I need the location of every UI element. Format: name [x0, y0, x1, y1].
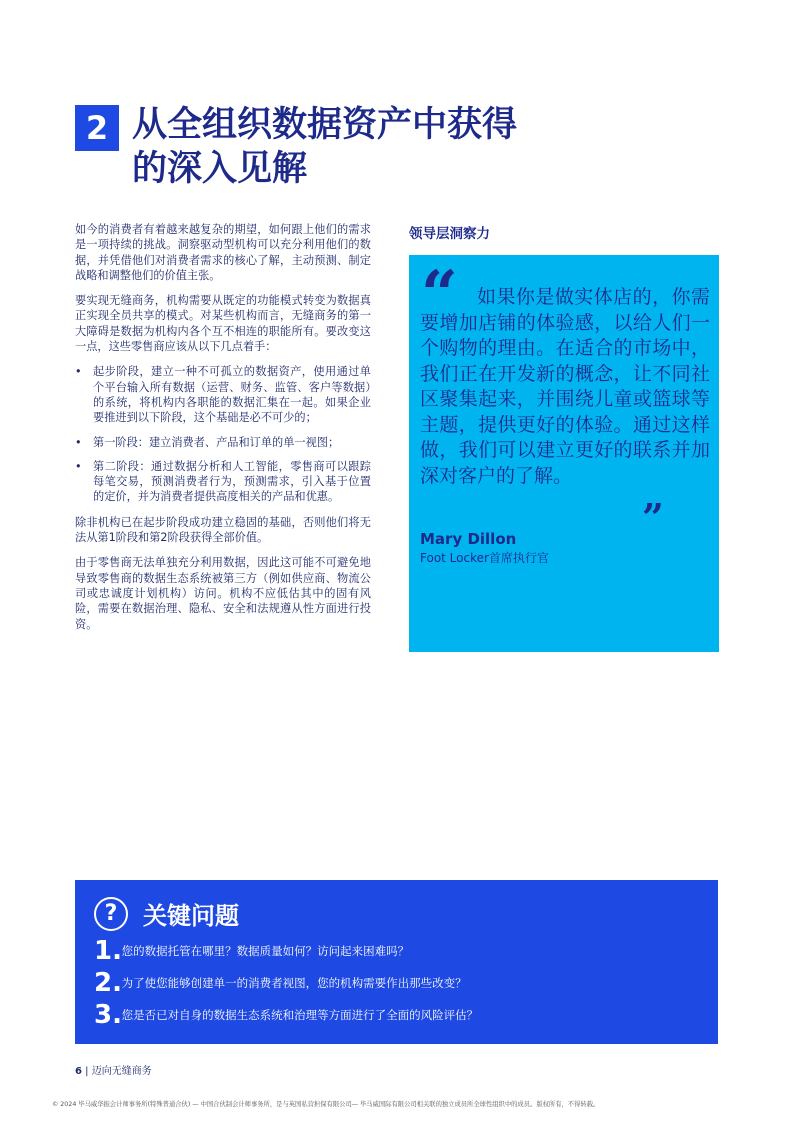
key-question-number: 2.	[94, 968, 122, 998]
close-quote-icon: ”	[642, 495, 664, 540]
bullet-marker: •	[75, 459, 82, 473]
body-paragraph-3: 除非机构已在起步阶段成功建立稳固的基础，否则他们将无法从第1阶段和第2阶段获得全部价值。	[75, 515, 371, 545]
body-paragraph-2: 要实现无缝商务，机构需要从既定的功能模式转变为数据真正实现全员共享的模式。对某些机构而言，无缝商务的第一大障碍是数据为机构内各个互不相连的职能所有。要改变这一点，这些零售商应该从以下几点着手：	[75, 294, 371, 354]
key-question-text: 您是否已对自身的数据生态系统和治理等方面进行了全面的风险评估？	[121, 1008, 479, 1022]
key-questions-box	[75, 880, 718, 1044]
quote-text: 如果你是做实体店的，你需要增加店铺的体验感，以给人们一个购物的理由。在适合的市场中，我们正在开发新的概念，让不同社区聚集起来，并围绕儿童或篮球等主题，提供更好的体验。通过这样做，我们可以建立更好的联系并加深对客户的了解。	[420, 286, 710, 487]
page-footer	[75, 1062, 152, 1077]
key-question-text: 为了使您能够创建单一的消费者视图，您的机构需要作出那些改变？	[121, 976, 467, 990]
key-question-item	[94, 936, 409, 966]
open-quote-icon: “	[421, 257, 458, 332]
section-title	[132, 103, 592, 191]
key-question-item	[94, 968, 467, 998]
section-title-line1: 从全组织数据资产中获得	[132, 105, 518, 145]
body-column	[75, 222, 371, 642]
page-number: 6	[75, 1066, 82, 1077]
key-question-number: 1.	[94, 936, 122, 966]
bullet-text: 第一阶段：建立消费者、产品和订单的单一视图；	[93, 435, 340, 449]
phase-bullet-list	[75, 364, 371, 504]
section-title-line2: 的深入见解	[132, 149, 308, 189]
key-question-item	[94, 1000, 478, 1030]
question-icon: ?	[94, 897, 128, 931]
quote-author: Mary Dillon	[420, 530, 517, 548]
document-title: 迈向无缝商务	[91, 1066, 152, 1077]
bullet-item	[75, 364, 371, 425]
section-number-badge: 2	[75, 105, 119, 151]
bullet-item	[75, 459, 371, 505]
bullet-text: 起步阶段，建立一种不可孤立的数据资产，使用通过单个平台输入所有数据（运营、财务、监管、客户等数据）的系统，将机构内各职能的数据汇集在一起。如果企业要推进到以下阶段，这个基础是必不可少的；	[93, 365, 371, 425]
bullet-marker: •	[75, 435, 82, 449]
bullet-item	[75, 435, 371, 450]
key-question-number: 3.	[94, 1000, 122, 1030]
body-paragraph-4: 由于零售商无法单独充分利用数据，因此这可能不可避免地导致零售商的数据生态系统被第三方（例如供应商、物流公司或忠诚度计划机构）访问。机构不应低估其中的固有风险，需要在数据治理、隐私、安全和法规遵从性方面进行投资。	[75, 556, 371, 631]
bullet-marker: •	[75, 365, 82, 379]
bullet-text: 第二阶段：通过数据分析和人工智能，零售商可以跟踪每笔交易，预测消费者行为，预测需求，引入基于位置的定价，并为消费者提供高度相关的产品和优惠。	[93, 459, 371, 504]
quote-author-role: Foot Locker首席执行官	[420, 551, 549, 565]
key-questions-title: 关键问题	[143, 902, 239, 930]
key-question-text: 您的数据托管在哪里？数据质量如何？访问起来困难吗？	[121, 944, 410, 958]
quote-box	[409, 255, 719, 652]
sidebar-heading: 领导层洞察力	[409, 226, 490, 242]
footer-separator: |	[81, 1066, 92, 1077]
body-paragraph-1: 如今的消费者有着越来越复杂的期望，如何跟上他们的需求是一项持续的挑战。洞察驱动型机构可以充分利用他们的数据，并凭借他们对消费者需求的核心了解，主动预测、制定战略和调整他们的价值主张。	[75, 223, 371, 282]
copyright-notice: © 2024 毕马威华振会计师事务所(特殊普通合伙) — 中国合伙制会计师事务所，是与英国私营担保有限公司— 毕马威国际有限公司相关联的独立成员所全球性组织中的成员。版权所有，不得转载。	[52, 1101, 600, 1108]
